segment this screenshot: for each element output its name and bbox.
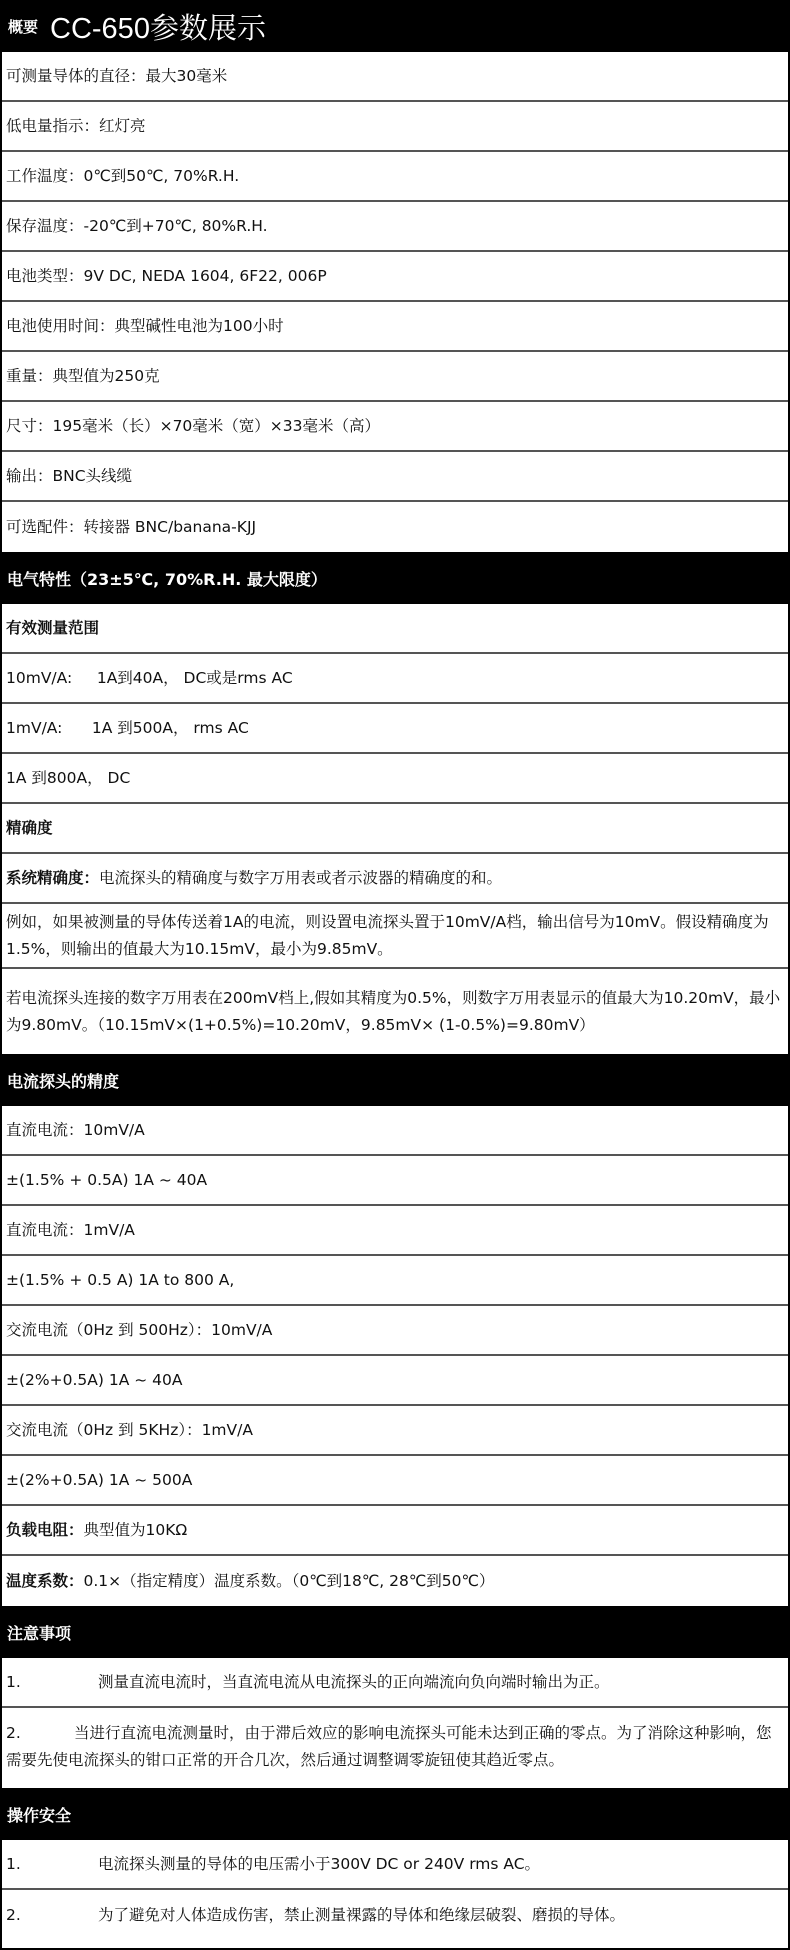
safety-item (2, 1890, 788, 1940)
section-header-electrical: 电气特性（23±5℃, 70%R.H. 最大限度） (2, 552, 788, 604)
safety-number: 2. (6, 1905, 21, 1924)
section-header-safety: 操作安全 (2, 1788, 788, 1840)
spec-row: 尺寸：195毫米（长）×70毫米（宽）×33毫米（高） (2, 402, 788, 452)
accuracy-row: 直流电流：10mV/A (2, 1106, 788, 1156)
note-item (2, 1708, 788, 1788)
note-item (2, 1658, 788, 1708)
safety-text: 为了避免对人体造成伤害，禁止测量裸露的导体和绝缘层破裂、磨损的导体。 (98, 1905, 626, 1924)
page-title: CC-650参数展示 (50, 12, 266, 45)
overview-tag: 概要 (8, 17, 39, 36)
load-resistance-label: 负载电阻： (6, 1520, 84, 1539)
accuracy-row: 交流电流（0Hz 到 5KHz）：1mV/A (2, 1406, 788, 1456)
range-row: 1A 到800A， DC (2, 754, 788, 804)
page-header (2, 0, 788, 52)
safety-item (2, 1840, 788, 1890)
safety-text: 电流探头测量的导体的电压需小于300V DC or 240V rms AC。 (98, 1854, 541, 1873)
spec-row: 重量：典型值为250克 (2, 352, 788, 402)
accuracy-row: 直流电流：1mV/A (2, 1206, 788, 1256)
accuracy-row: ±(2%+0.5A) 1A ~ 40A (2, 1356, 788, 1406)
range-row: 10mV/A: 1A到40A， DC或是rms AC (2, 654, 788, 704)
spec-row: 可选配件：转接器 BNC/banana-KJJ (6, 517, 257, 536)
note-text: 测量直流电流时，当直流电流从电流探头的正向端流向负向端时输出为正。 (98, 1672, 610, 1691)
section-header-probe-accuracy: 电流探头的精度 (2, 1054, 788, 1106)
load-resistance-value: 典型值为10KΩ (83, 1520, 188, 1539)
range-row: 1mV/A: 1A 到500A， rms AC (2, 704, 788, 754)
system-accuracy-label: 系统精确度： (6, 868, 100, 887)
temp-coefficient-label: 温度系数： (6, 1571, 84, 1590)
accuracy-row: ±(1.5% + 0.5A) 1A ~ 40A (2, 1156, 788, 1206)
spec-row: 电池类型：9V DC, NEDA 1604, 6F22, 006P (2, 252, 788, 302)
spec-row: 保存温度：-20℃到+70℃, 80%R.H. (2, 202, 788, 252)
note-number: 2. (6, 1724, 21, 1742)
note-number: 1. (6, 1672, 21, 1691)
spec-row: 工作温度：0℃到50℃, 70%R.H. (2, 152, 788, 202)
spec-row: 低电量指示：红灯亮 (2, 102, 788, 152)
load-resistance-row (2, 1506, 788, 1556)
example-row: 若电流探头连接的数字万用表在200mV档上,假如其精度为0.5%，则数字万用表显示的值最大为10.20mV，最小为9.80mV。（10.15mV×(1+0.5%)=10.20mV，9.85mV× (1-0.5%)=9.80mV） (6, 988, 781, 1034)
system-accuracy-row (2, 854, 788, 904)
accuracy-row: 交流电流（0Hz 到 500Hz）：10mV/A (2, 1306, 788, 1356)
example-row: 例如，如果被测量的导体传送着1A的电流，则设置电流探头置于10mV/A档，输出信号为10mV。假设精确度为1.5%，则输出的值最大为10.15mV，最小为9.85mV。 (2, 904, 788, 969)
safety-number: 1. (6, 1854, 21, 1873)
spec-row: 输出：BNC头线缆 (2, 452, 788, 502)
notes-list (2, 1658, 788, 1788)
note-text: 当进行直流电流测量时，由于滞后效应的影响电流探头可能未达到正确的零点。为了消除这种影响，您需要先使电流探头的钳口正常的开合几次，然后通过调整调零旋钮使其趋近零点。 (6, 1724, 772, 1769)
safety-list (2, 1840, 788, 1940)
subheading-accuracy: 精确度 (2, 804, 788, 854)
electrical-specs (2, 604, 788, 1054)
spec-row: 可测量导体的直径：最大30毫米 (2, 52, 788, 102)
accuracy-row: ±(1.5% + 0.5 A) 1A to 800 A, (2, 1256, 788, 1306)
accuracy-row: ±(2%+0.5A) 1A ~ 500A (2, 1456, 788, 1506)
temp-coefficient-value: 0.1×（指定精度）温度系数。（0℃到18℃, 28℃到50℃） (83, 1571, 495, 1590)
subheading-range: 有效测量范围 (2, 604, 788, 654)
general-specs (2, 52, 788, 552)
section-header-notes: 注意事项 (2, 1606, 788, 1658)
temp-coefficient-row (2, 1556, 788, 1606)
note-number (6, 1669, 98, 1696)
probe-accuracy-specs (2, 1106, 788, 1606)
system-accuracy-text: 电流探头的精确度与数字万用表或者示波器的精确度的和。 (99, 868, 503, 887)
spec-row: 电池使用时间：典型碱性电池为100小时 (2, 302, 788, 352)
